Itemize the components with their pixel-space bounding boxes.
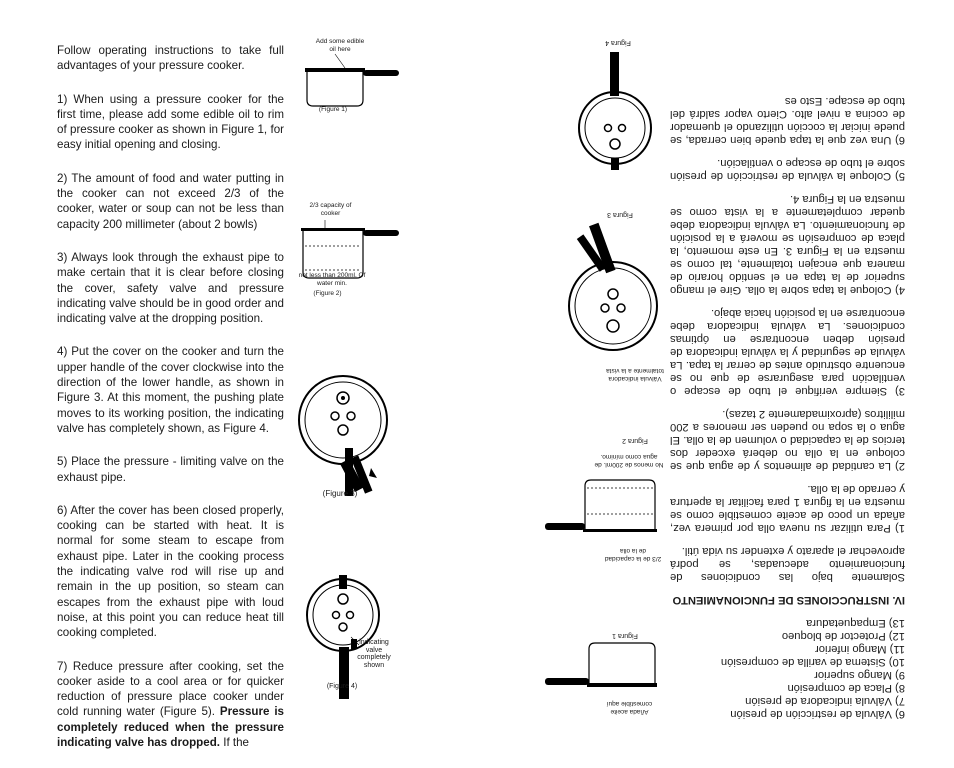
step-7-bold: Pressure is completely reduced when the pressure indicating valve has dropped.: [57, 705, 284, 749]
figura-4: [540, 30, 665, 170]
figura-3-caption: Figura 3: [607, 211, 633, 218]
paso-1: 1) Para utilizar su nueva olla por primera vez, añada un poco de aceite comestible como se muestra en la figura 1 para facilitar la apertura y cerrado de la olla.: [670, 483, 905, 534]
figure-4-caption: (Figure 4): [326, 683, 358, 690]
english-figures: [295, 30, 405, 730]
list-item: 7) Válvula indicadora de presión: [745, 695, 905, 707]
intro-paragraph: Follow operating instructions to take full advantages of your pressure cooker.: [57, 44, 284, 73]
list-item: 9) Mango superior: [814, 669, 905, 681]
spanish-column: [670, 40, 905, 720]
spanish-figures: [540, 30, 665, 720]
figura-3-label: Válvula indicadora totalmente a la vista: [606, 367, 664, 382]
list-item: 10) Sistema de varilla de compresión: [720, 656, 905, 668]
figura-1-caption: Figura 1: [612, 632, 638, 639]
paso-5: 5) Coloque la válvula de restricción de presión sobre el tubo de escape o ventilación.: [670, 157, 905, 182]
tapa-rotacion-illustration: [540, 208, 665, 358]
step-5: 5) Place the pressure - limiting valve on the exhaust pipe.: [57, 455, 284, 484]
step-2: 2) The amount of food and water putting in the cooker can not exceed 2/3 of the cooker, water or soup can not be less than capacity 200 millimeter (about 2 bowls): [57, 171, 284, 231]
step-7-end: If the: [220, 735, 250, 749]
section-heading: IV. INSTRUCCIONES DE FUNCIONAMIENTO: [672, 594, 905, 606]
step-1: 1) When using a pressure cooker for the first time, please add some edible oil to rim of pressure cooker as shown in Figure 1, for easy initial opening and closing.: [57, 92, 284, 152]
figure-4: [295, 575, 405, 725]
figure-4-note: indicating valve completely shown: [357, 639, 391, 669]
figura-4-caption: Figura 4: [605, 39, 631, 46]
paso-6: 6) Una vez que la tapa quede bien cerrada, se puede iniciar la cocción utilizando el quemador de cocina a nivel alto. Cierto vapor saldrá del tubo de escape. Esto es: [670, 95, 905, 146]
figura-2-caption: Figura 2: [622, 437, 648, 444]
figura-2: [540, 422, 665, 562]
step-7-text: 7) Reduce pressure after cooking, set the cooker aside to a cool area or for quicker reduction of pressure place cooker under cold running water (Figure 5).: [57, 659, 284, 719]
figure-1: [295, 38, 405, 118]
paso-2: 2) La cantidad de alimentos y de agua que se coloque en la olla no deberá exceder dos tercios de la capacidad o volumen de la olla. El agua o la sopa no pueden ser menores a 200 mililitros (aproximadamente 2 tazas).: [670, 408, 905, 472]
list-item: 11) Mango inferior: [815, 643, 905, 655]
figure-1-note: Add some edible oil here: [315, 38, 365, 53]
list-item: 12) Protector de bloqueo: [781, 630, 905, 642]
figure-3: [295, 368, 405, 518]
olla-capacidad-illustration: [540, 472, 665, 542]
cover-rotation-illustration: [295, 368, 405, 508]
figure-3-caption: (Figure 3): [322, 489, 358, 498]
list-item: 6) Válvula de restricción de presión: [730, 708, 905, 720]
list-item: 8) Placa de compresión: [787, 682, 905, 694]
figure-2-bottom-label: not less than 200ml. Of water min.: [298, 272, 366, 287]
figura-2-bottom-label: No menos de 200ml. de agua como mínimo.: [594, 453, 664, 468]
list-item: 13) Empaquetadura: [806, 617, 905, 629]
figura-1: [540, 625, 665, 715]
intro-paragraph-es: Solamente bajo las condiciones de funcionamiento adecuadas, se podrá aprovechar el aparato y extender su vida útil.: [670, 545, 905, 583]
figure-2-caption: (Figure 2): [313, 290, 342, 297]
pot-capacity-illustration: [295, 220, 405, 280]
step-3: 3) Always look through the exhaust pipe to make certain that it is clear before closing the cover, safety valve and pressure indicating valve should be in good order and indicating valve at the dropping position.: [57, 250, 284, 326]
valvula-illustration: [540, 50, 665, 170]
paso-3: 3) Siempre verifique el tubo de escape o ventilación para asegurarse de que no se encuentre obstruido antes de cerrar la tapa. La válvula de seguridad y la válvula indicadora de presión deben encontrarse en óptimas condiciones. La válvula indicadora debe encontrarse en la posición hacia abajo.: [670, 307, 905, 397]
figura-3: [540, 202, 665, 382]
figura-1-note: Añada aceite comestible aquí: [606, 700, 653, 715]
step-7: [57, 659, 284, 751]
figure-2-top-label: 2/3 capacity of cooker: [309, 202, 352, 217]
figure-1-caption: (Figure 1): [318, 106, 348, 113]
step-6: 6) After the cover has been closed properly, cooking can be started with heat. It is normal for some steam to escape from exhaust pipe. Later in the cooking process the indicating valve rod will rise up and remain in the up position, so steam can escapes from the exhaust pipe with loud noise, at this point you can reduce heat till cooking completed.: [57, 503, 284, 640]
paso-4: 4) Coloque la tapa sobre la olla. Gire el mango superior de la tapa en el sentido horario de manera que encajen totalmente, tal como se muestra en la Figura 3. En este momento, la placa de compresión se moverá a la posición de funcionamiento. La válvula indicadora debe quedar completamente a la vista como se muestra en la Figura 4.: [670, 193, 905, 296]
figure-2: [295, 202, 405, 302]
olla-illustration: [540, 631, 665, 701]
english-column: [57, 43, 284, 768]
parts-list: [670, 616, 905, 720]
step-4: 4) Put the cover on the cooker and turn the upper handle of the cover clockwise into the direction of the lower handle, as shown in Figure 3. At this moment, the pushing plate moves to its working position, the indicating valve has completely shown, as Figure 4.: [57, 345, 284, 435]
figura-2-top-label: 2/3 de la capacidad de la olla: [604, 547, 662, 562]
